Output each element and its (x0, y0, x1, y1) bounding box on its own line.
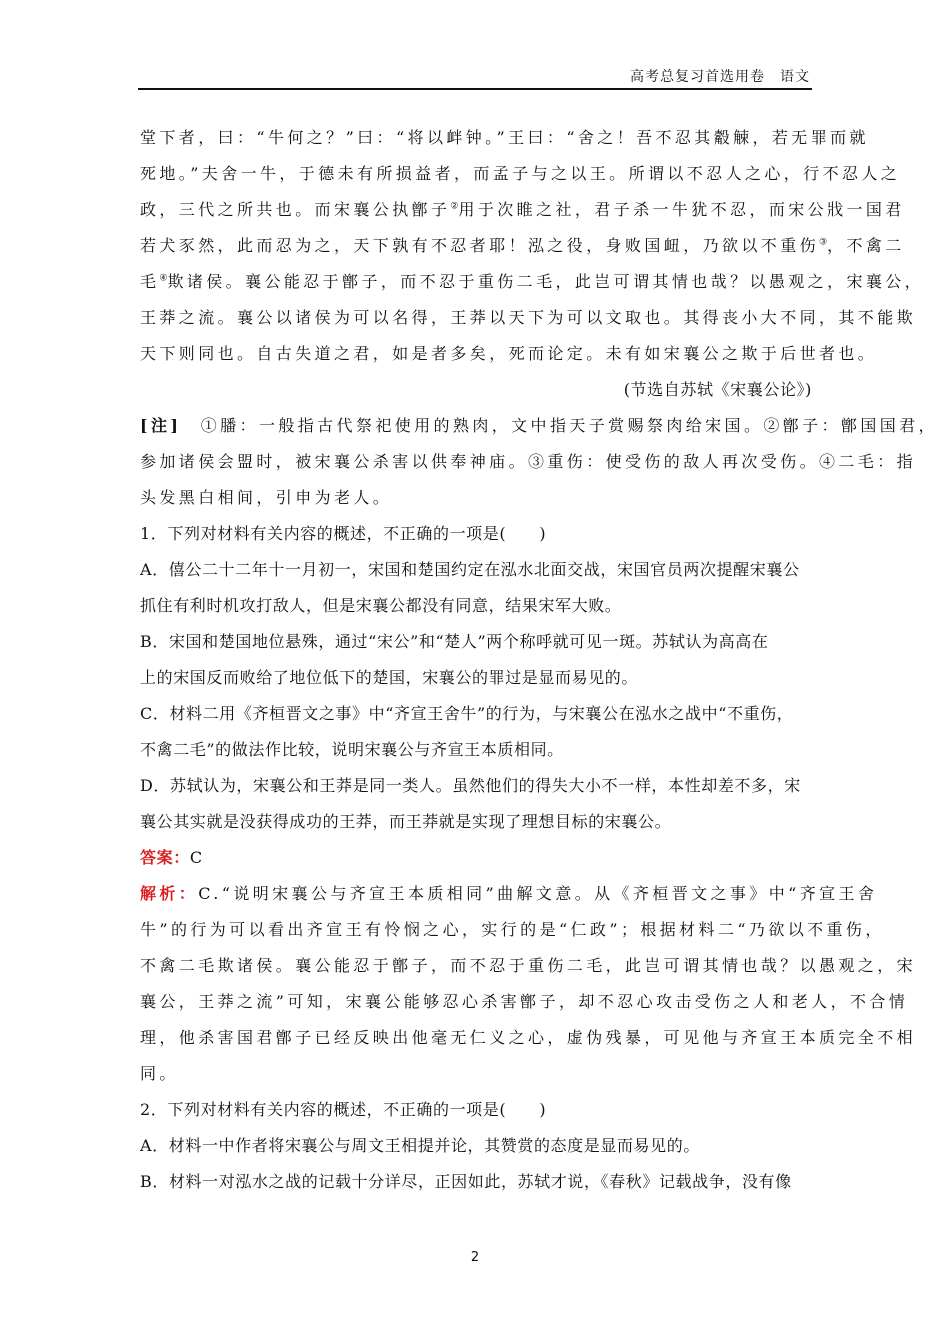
footnote-ref: ② (450, 201, 459, 212)
text-span: 若犬豕然，此而忍为之，天下孰有不忍者耶！泓之役，身败国衄，乃欲以不重伤 (140, 236, 820, 255)
text-span: ①膰：一般指古代祭祀使用的熟肉，文中指天子赏赐祭肉给宋国。②鄫子：鄫国国君， (200, 416, 938, 435)
footnote-ref: ④ (159, 273, 168, 284)
answer-value: C (189, 848, 203, 867)
analysis-label: 解析： (140, 884, 199, 903)
question-2 (140, 1092, 812, 1200)
question-1 (140, 516, 917, 1092)
analysis-line: 同。 (140, 1064, 179, 1083)
notes-label: [注] (140, 416, 182, 435)
footnote-ref: ③ (819, 237, 828, 248)
question-stem: 2．下列对材料有关内容的概述，不正确的一项是( ) (140, 1100, 547, 1119)
notes-line: 参加诸侯会盟时，被宋襄公杀害以供奉神庙。③重伤：使受伤的敌人再次受伤。④二毛：指 (140, 452, 917, 471)
document-body (140, 120, 938, 1200)
analysis-line: 理，他杀害国君鄫子已经反映出他毫无仁义之心，虚伪残暴，可见他与齐宣王本质完全不相 (140, 1028, 917, 1047)
analysis-line (140, 876, 878, 912)
option-c: C．材料二用《齐桓晋文之事》中“齐宣王舍牛”的行为，与宋襄公在泓水之战中“不重伤， (140, 704, 794, 723)
text-span: 毛 (140, 272, 160, 291)
text-span: C.“说明宋襄公与齐宣王本质相同”曲解文意。从《齐桓晋文之事》中“齐宣王舍 (198, 884, 878, 903)
passage-line (140, 264, 925, 300)
passage-line: 王莽之流。襄公以诸侯为可以名得，王莽以天下为可以文取也。其得丧小大不同，其不能欺 (140, 308, 917, 327)
answer-label: 答案： (140, 848, 190, 867)
passage-line: 堂下者，曰：“牛何之？”曰：“将以衅钟。”王曰：“舍之！吾不忍其觳觫，若无罪而就 (140, 128, 869, 147)
text-span: ，不禽二 (827, 236, 905, 255)
text-span: 政，三代之所共也。而宋襄公执鄫子 (140, 200, 451, 219)
notes-line: 头发黑白相间，引申为老人。 (140, 488, 393, 507)
analysis-line: 不禽二毛欺诸侯。襄公能忍于鄫子，而不忍于重伤二毛，此岂可谓其情也哉？以愚观之，宋 (140, 956, 917, 975)
option-c-cont: 不禽二毛”的做法作比较，说明宋襄公与齐宣王本质相同。 (140, 740, 564, 759)
analysis-line: 牛”的行为可以看出齐宣王有怜悯之心，实行的是“仁政”；根据材料二“乃欲以不重伤， (140, 920, 885, 939)
page-header (138, 64, 812, 90)
option-b-cont: 上的宋国反而败给了地位低下的楚国，宋襄公的罪过是显而易见的。 (140, 668, 639, 687)
option-d-cont: 襄公其实就是没获得成功的王莽，而王莽就是实现了理想目标的宋襄公。 (140, 812, 672, 831)
option-b: B．宋国和楚国地位悬殊，通过“宋公”和“楚人”两个称呼就可见一斑。苏轼认为高高在 (140, 632, 769, 651)
notes (140, 408, 938, 516)
passage-line: 天下则同也。自古失道之君，如是者多矣，死而论定。未有如宋襄公之欺于后世者也。 (140, 344, 878, 363)
passage (140, 120, 925, 408)
analysis-line: 襄公，王莽之流”可知，宋襄公能够忍心杀害鄫子，却不忍心攻击受伤之人和老人，不合情 (140, 992, 909, 1011)
option-a-cont: 抓住有利时机攻打敌人，但是宋襄公都没有同意，结果宋军大败。 (140, 596, 622, 615)
answer-line (140, 840, 812, 876)
text-span: 欺诸侯。襄公能忍于鄫子，而不忍于重伤二毛，此岂可谓其情也哉？以愚观之，宋襄公， (167, 272, 925, 291)
header-title: 高考总复习首选用卷 语文 (630, 69, 810, 85)
passage-line: 死地。”夫舍一牛，于德未有所损益者，而孟子与之以王。所谓以不忍人之心，行不忍人之 (140, 164, 901, 183)
passage-source: (节选自苏轼《宋襄公论》) (623, 380, 812, 399)
notes-line (140, 408, 938, 444)
option-a: A．僖公二十二年十一月初一，宋国和楚国约定在泓水北面交战，宋国官员两次提醒宋襄公 (140, 560, 800, 579)
page-number: 2 (470, 1250, 480, 1265)
text-span: 用于次睢之社，君子杀一牛犹不忍，而宋公戕一国君 (458, 200, 905, 219)
option-a: A．材料一中作者将宋襄公与周文王相提并论，其赞赏的态度是显而易见的。 (140, 1136, 700, 1155)
option-b: B．材料一对泓水之战的记载十分详尽，正因如此，苏轼才说，《春秋》记载战争，没有像 (140, 1172, 792, 1191)
question-stem: 1．下列对材料有关内容的概述，不正确的一项是( ) (140, 524, 547, 543)
passage-line (140, 228, 905, 264)
option-d: D．苏轼认为，宋襄公和王莽是同一类人。虽然他们的得失大小不一样，本性却差不多，宋 (140, 776, 801, 795)
passage-line (140, 192, 905, 228)
